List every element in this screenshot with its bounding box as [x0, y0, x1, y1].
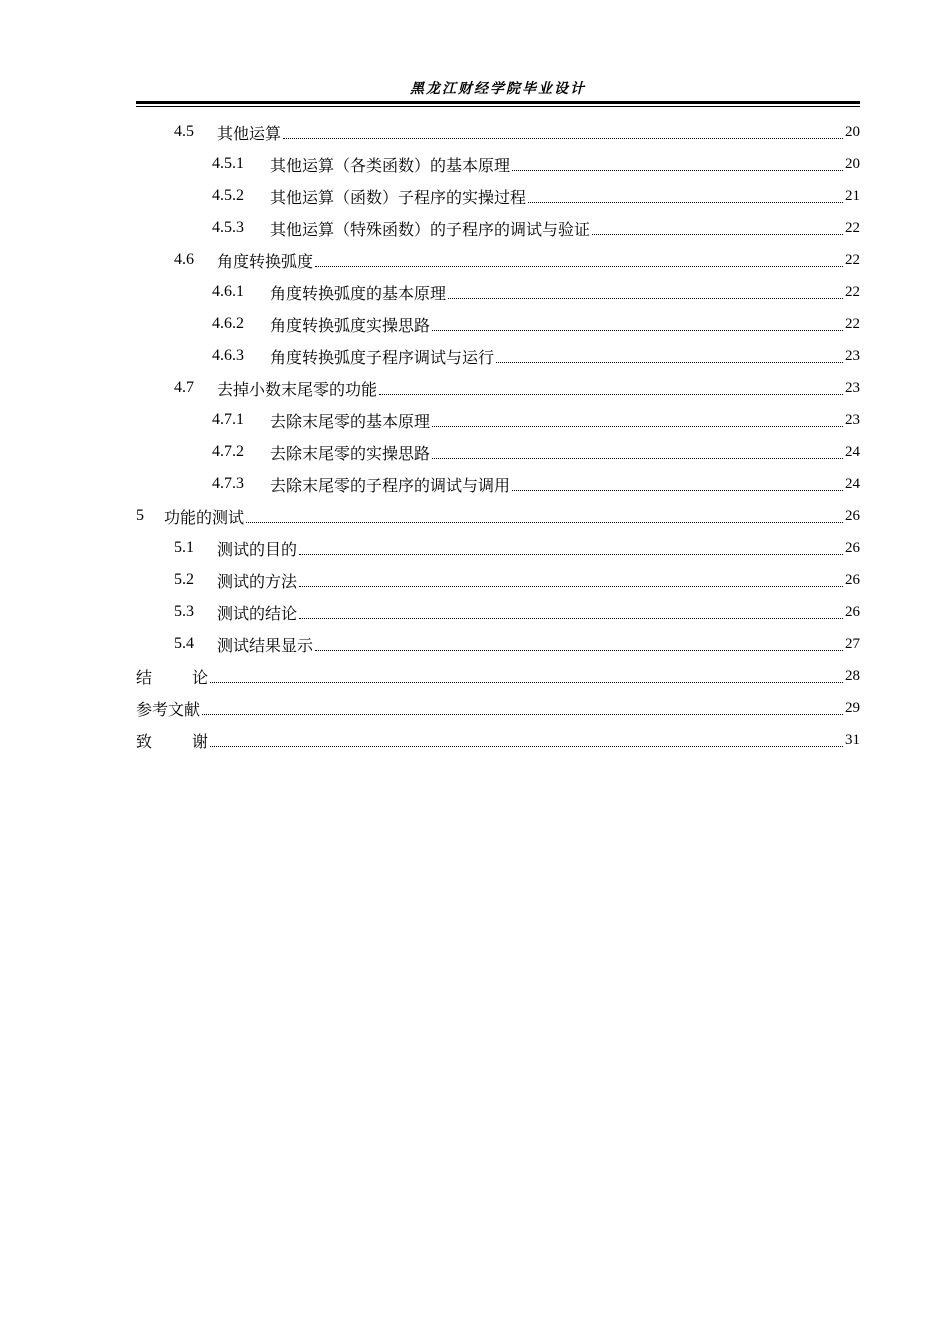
toc-entry[interactable]	[136, 276, 860, 308]
toc-entry-number: 4.6.2	[212, 315, 244, 332]
toc-dot-leader	[432, 329, 843, 331]
toc-dot-leader	[210, 745, 843, 747]
toc-entry-number: 4.5.3	[212, 219, 244, 236]
toc-dot-leader	[202, 713, 843, 715]
toc-entry[interactable]	[136, 724, 860, 756]
toc-entry[interactable]	[136, 532, 860, 564]
toc-entry[interactable]	[136, 116, 860, 148]
table-of-contents	[136, 116, 860, 756]
toc-entry[interactable]	[136, 212, 860, 244]
toc-entry-title: 其他运算（特殊函数）的子程序的调试与验证	[270, 219, 591, 239]
toc-entry-number: 4.6.3	[212, 347, 244, 364]
toc-dot-leader	[448, 297, 843, 299]
toc-entry-page-number: 28	[845, 667, 860, 684]
toc-entry-page-number: 31	[845, 731, 860, 748]
toc-entry-title: 测试的目的	[217, 539, 298, 559]
toc-entry-title: 去除末尾零的子程序的调试与调用	[270, 475, 511, 495]
toc-entry[interactable]	[136, 500, 860, 532]
toc-dot-leader	[592, 233, 843, 235]
toc-entry-title: 致 谢	[136, 731, 209, 751]
toc-entry[interactable]	[136, 180, 860, 212]
toc-entry-page-number: 26	[845, 539, 860, 556]
toc-entry-page-number: 22	[845, 219, 860, 236]
toc-entry-title: 测试的结论	[217, 603, 298, 623]
toc-entry[interactable]	[136, 596, 860, 628]
toc-entry-number: 4.6.1	[212, 283, 244, 300]
toc-entry-number: 4.6	[174, 251, 194, 268]
toc-entry-number: 4.7	[174, 379, 194, 396]
toc-entry-page-number: 23	[845, 347, 860, 364]
toc-entry-page-number: 26	[845, 507, 860, 524]
toc-dot-leader	[528, 201, 843, 203]
toc-dot-leader	[315, 649, 843, 651]
toc-entry-title: 其他运算（各类函数）的基本原理	[270, 155, 511, 175]
toc-entry[interactable]	[136, 404, 860, 436]
toc-dot-leader	[299, 617, 843, 619]
toc-entry[interactable]	[136, 628, 860, 660]
toc-entry[interactable]	[136, 340, 860, 372]
toc-entry-page-number: 22	[845, 283, 860, 300]
toc-entry-page-number: 23	[845, 379, 860, 396]
toc-entry-page-number: 22	[845, 315, 860, 332]
toc-entry-number: 5.1	[174, 539, 194, 556]
toc-entry-number: 4.5	[174, 123, 194, 140]
toc-entry-page-number: 24	[845, 443, 860, 460]
toc-dot-leader	[512, 489, 843, 491]
toc-dot-leader	[283, 137, 843, 139]
toc-entry[interactable]	[136, 564, 860, 596]
toc-dot-leader	[512, 169, 843, 171]
toc-dot-leader	[496, 361, 843, 363]
toc-dot-leader	[246, 521, 843, 523]
toc-entry-number: 4.5.1	[212, 155, 244, 172]
toc-entry[interactable]	[136, 308, 860, 340]
toc-entry-title: 其他运算（函数）子程序的实操过程	[270, 187, 527, 207]
toc-entry-title: 去除末尾零的实操思路	[270, 443, 431, 463]
toc-entry[interactable]	[136, 372, 860, 404]
toc-entry-title: 角度转换弧度子程序调试与运行	[270, 347, 495, 367]
toc-entry-page-number: 24	[845, 475, 860, 492]
toc-entry-page-number: 26	[845, 603, 860, 620]
toc-entry-page-number: 29	[845, 699, 860, 716]
toc-dot-leader	[299, 585, 843, 587]
toc-entry-title: 角度转换弧度实操思路	[270, 315, 431, 335]
toc-entry-page-number: 27	[845, 635, 860, 652]
toc-entry[interactable]	[136, 436, 860, 468]
toc-entry-title: 功能的测试	[164, 507, 245, 527]
toc-entry-title: 参考文献	[136, 699, 201, 719]
toc-dot-leader	[379, 393, 843, 395]
toc-entry-number: 5.3	[174, 603, 194, 620]
toc-dot-leader	[299, 553, 843, 555]
toc-entry-page-number: 26	[845, 571, 860, 588]
toc-entry[interactable]	[136, 692, 860, 724]
page-header-title: 黑龙江财经学院毕业设计	[410, 81, 586, 97]
toc-entry-number: 4.7.1	[212, 411, 244, 428]
toc-entry-title: 去掉小数末尾零的功能	[217, 379, 378, 399]
toc-entry-number: 4.7.3	[212, 475, 244, 492]
toc-entry-page-number: 20	[845, 155, 860, 172]
toc-dot-leader	[432, 457, 843, 459]
toc-entry-title: 测试结果显示	[217, 635, 314, 655]
toc-entry-number: 5.4	[174, 635, 194, 652]
toc-entry-page-number: 23	[845, 411, 860, 428]
toc-entry-number: 5	[136, 507, 144, 524]
toc-dot-leader	[432, 425, 843, 427]
toc-entry-title: 去除末尾零的基本原理	[270, 411, 431, 431]
toc-dot-leader	[315, 265, 843, 267]
toc-entry[interactable]	[136, 468, 860, 500]
toc-entry-page-number: 20	[845, 123, 860, 140]
toc-entry-title: 结 论	[136, 667, 209, 687]
toc-entry-page-number: 22	[845, 251, 860, 268]
toc-entry-number: 4.7.2	[212, 443, 244, 460]
toc-entry-title: 角度转换弧度	[217, 251, 314, 271]
toc-entry-title: 测试的方法	[217, 571, 298, 591]
toc-entry[interactable]	[136, 148, 860, 180]
toc-entry[interactable]	[136, 244, 860, 276]
toc-entry-number: 4.5.2	[212, 187, 244, 204]
toc-entry-title: 其他运算	[217, 123, 282, 143]
toc-dot-leader	[210, 681, 843, 683]
toc-entry[interactable]	[136, 660, 860, 692]
header-rule-thin	[136, 106, 860, 107]
toc-entry-number: 5.2	[174, 571, 194, 588]
header-rule-thick	[136, 101, 860, 104]
toc-entry-title: 角度转换弧度的基本原理	[270, 283, 447, 303]
toc-entry-page-number: 21	[845, 187, 860, 204]
